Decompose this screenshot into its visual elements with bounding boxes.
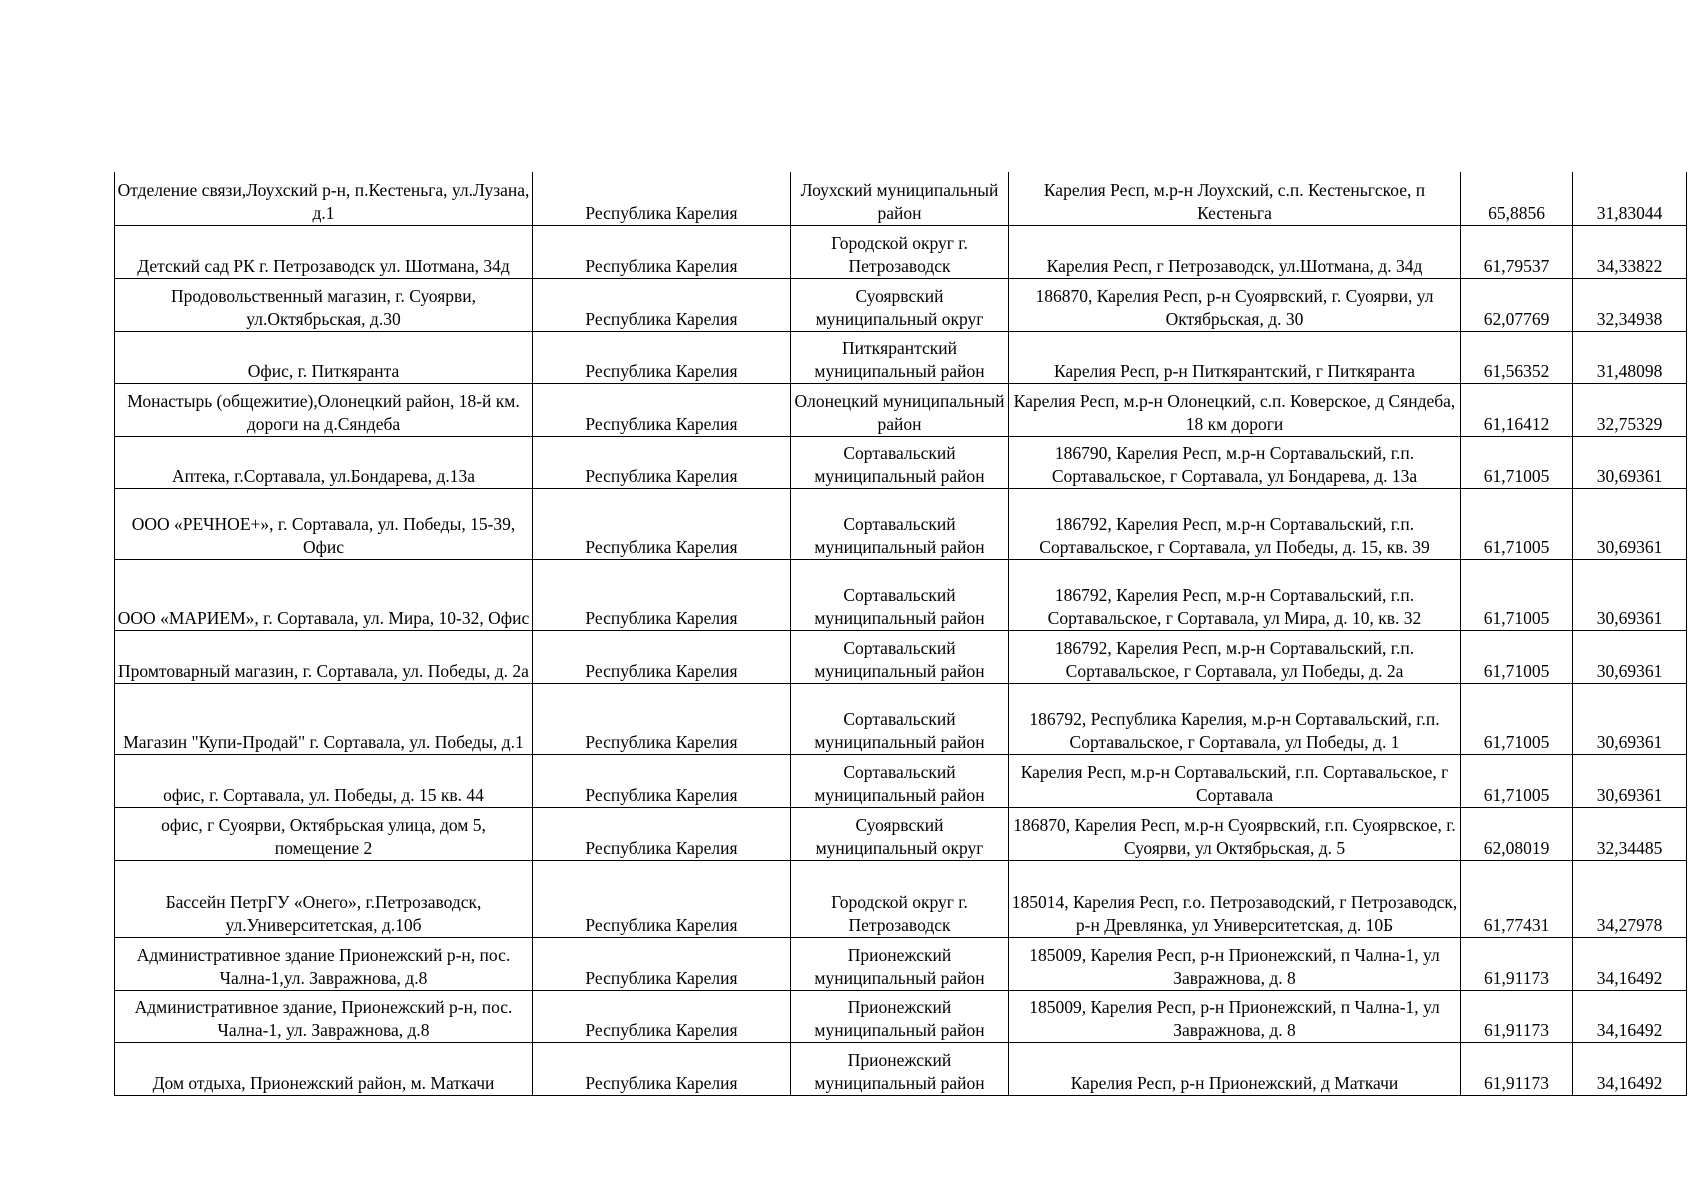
cell-region: Республика Карелия bbox=[533, 990, 791, 1042]
cell-object-name: Детский сад РК г. Петрозаводск ул. Шотмана, 34д bbox=[115, 225, 533, 278]
cell-longitude: 34,16492 bbox=[1573, 990, 1687, 1042]
cell-object-name: ООО «МАРИЕМ», г. Сортавала, ул. Мира, 10-32, Офис bbox=[115, 559, 533, 630]
cell-object-name: Продовольственный магазин, г. Суоярви, ул.Октябрьская, д.30 bbox=[115, 278, 533, 331]
table-row bbox=[115, 683, 1687, 754]
cell-district: Сортавальский муниципальный район bbox=[791, 683, 1009, 754]
cell-address: 186792, Республика Карелия, м.р-н Сортавальский, г.п. Сортавальское, г Сортавала, ул Победы, д. 1 bbox=[1009, 683, 1461, 754]
cell-address: 186790, Карелия Респ, м.р-н Сортавальский, г.п. Сортавальское, г Сортавала, ул Бондарева, д. 13а bbox=[1009, 436, 1461, 488]
cell-region: Республика Карелия bbox=[533, 807, 791, 860]
cell-object-name: Дом отдыха, Прионежский район, м. Маткачи bbox=[115, 1042, 533, 1095]
cell-region: Республика Карелия bbox=[533, 860, 791, 937]
cell-district: Суоярвский муниципальный округ bbox=[791, 278, 1009, 331]
table-row bbox=[115, 1042, 1687, 1095]
cell-longitude: 32,34938 bbox=[1573, 278, 1687, 331]
cell-district: Сортавальский муниципальный район bbox=[791, 754, 1009, 807]
table-row bbox=[115, 630, 1687, 683]
cell-longitude: 34,16492 bbox=[1573, 937, 1687, 990]
cell-district: Сортавальский муниципальный район bbox=[791, 559, 1009, 630]
cell-object-name: офис, г. Сортавала, ул. Победы, д. 15 кв. 44 bbox=[115, 754, 533, 807]
cell-longitude: 34,27978 bbox=[1573, 860, 1687, 937]
table-row bbox=[115, 990, 1687, 1042]
cell-address: Карелия Респ, г Петрозаводск, ул.Шотмана, д. 34д bbox=[1009, 225, 1461, 278]
cell-object-name: Монастырь (общежитие),Олонецкий район, 18-й км. дороги на д.Сяндеба bbox=[115, 383, 533, 436]
cell-latitude: 61,16412 bbox=[1461, 383, 1573, 436]
cell-address: 185009, Карелия Респ, р-н Прионежский, п Чална-1, ул Завражнова, д. 8 bbox=[1009, 937, 1461, 990]
cell-longitude: 30,69361 bbox=[1573, 488, 1687, 559]
table-row bbox=[115, 860, 1687, 937]
cell-address: 186792, Карелия Респ, м.р-н Сортавальский, г.п. Сортавальское, г Сортавала, ул Победы, д. 15, кв. 39 bbox=[1009, 488, 1461, 559]
table-row bbox=[115, 225, 1687, 278]
cell-longitude: 31,48098 bbox=[1573, 331, 1687, 383]
cell-region: Республика Карелия bbox=[533, 383, 791, 436]
cell-region: Республика Карелия bbox=[533, 278, 791, 331]
table-row bbox=[115, 278, 1687, 331]
cell-object-name: Административное здание Прионежский р-н, пос. Чална-1,ул. Завражнова, д.8 bbox=[115, 937, 533, 990]
cell-longitude: 30,69361 bbox=[1573, 559, 1687, 630]
cell-longitude: 34,33822 bbox=[1573, 225, 1687, 278]
cell-region: Республика Карелия bbox=[533, 683, 791, 754]
table-row bbox=[115, 559, 1687, 630]
cell-district: Городской округ г. Петрозаводск bbox=[791, 225, 1009, 278]
cell-object-name: Магазин "Купи-Продай" г. Сортавала, ул. Победы, д.1 bbox=[115, 683, 533, 754]
cell-address: Карелия Респ, м.р-н Олонецкий, с.п. Коверское, д Сяндеба, 18 км дороги bbox=[1009, 383, 1461, 436]
cell-address: Карелия Респ, м.р-н Сортавальский, г.п. Сортавальское, г Сортавала bbox=[1009, 754, 1461, 807]
table-row bbox=[115, 172, 1687, 225]
cell-latitude: 61,71005 bbox=[1461, 683, 1573, 754]
cell-district: Городской округ г. Петрозаводск bbox=[791, 860, 1009, 937]
table-row bbox=[115, 754, 1687, 807]
cell-address: 185014, Карелия Респ, г.о. Петрозаводский, г Петрозаводск, р-н Древлянка, ул Университетская, д. 10Б bbox=[1009, 860, 1461, 937]
cell-district: Сортавальский муниципальный район bbox=[791, 436, 1009, 488]
cell-object-name: Бассейн ПетрГУ «Онего», г.Петрозаводск, ул.Университетская, д.10б bbox=[115, 860, 533, 937]
cell-latitude: 61,71005 bbox=[1461, 754, 1573, 807]
cell-latitude: 65,8856 bbox=[1461, 172, 1573, 225]
cell-region: Республика Карелия bbox=[533, 172, 791, 225]
table-row bbox=[115, 331, 1687, 383]
cell-district: Прионежский муниципальный район bbox=[791, 1042, 1009, 1095]
cell-address: Карелия Респ, р-н Питкярантский, г Питкяранта bbox=[1009, 331, 1461, 383]
cell-district: Сортавальский муниципальный район bbox=[791, 630, 1009, 683]
table-row bbox=[115, 937, 1687, 990]
cell-object-name: Административное здание, Прионежский р-н, пос. Чална-1, ул. Завражнова, д.8 bbox=[115, 990, 533, 1042]
cell-latitude: 61,77431 bbox=[1461, 860, 1573, 937]
cell-district: Прионежский муниципальный район bbox=[791, 990, 1009, 1042]
cell-address: Карелия Респ, р-н Прионежский, д Маткачи bbox=[1009, 1042, 1461, 1095]
address-table bbox=[114, 172, 1687, 1096]
cell-region: Республика Карелия bbox=[533, 436, 791, 488]
cell-address: Карелия Респ, м.р-н Лоухский, с.п. Кестеньгское, п Кестеньга bbox=[1009, 172, 1461, 225]
cell-longitude: 32,75329 bbox=[1573, 383, 1687, 436]
cell-longitude: 30,69361 bbox=[1573, 754, 1687, 807]
cell-region: Республика Карелия bbox=[533, 331, 791, 383]
cell-district: Сортавальский муниципальный район bbox=[791, 488, 1009, 559]
cell-object-name: офис, г Суоярви, Октябрьская улица, дом 5, помещение 2 bbox=[115, 807, 533, 860]
cell-region: Республика Карелия bbox=[533, 488, 791, 559]
cell-district: Питкярантский муниципальный район bbox=[791, 331, 1009, 383]
cell-address: 185009, Карелия Респ, р-н Прионежский, п Чална-1, ул Завражнова, д. 8 bbox=[1009, 990, 1461, 1042]
cell-latitude: 61,91173 bbox=[1461, 1042, 1573, 1095]
cell-object-name: Отделение связи,Лоухский р-н, п.Кестеньга, ул.Лузана, д.1 bbox=[115, 172, 533, 225]
cell-latitude: 61,71005 bbox=[1461, 436, 1573, 488]
cell-longitude: 31,83044 bbox=[1573, 172, 1687, 225]
table-row bbox=[115, 488, 1687, 559]
cell-address: 186870, Карелия Респ, р-н Суоярвский, г. Суоярви, ул Октябрьская, д. 30 bbox=[1009, 278, 1461, 331]
table-row bbox=[115, 436, 1687, 488]
cell-address: 186792, Карелия Респ, м.р-н Сортавальский, г.п. Сортавальское, г Сортавала, ул Мира, д. 10, кв. 32 bbox=[1009, 559, 1461, 630]
cell-district: Лоухский муниципальный район bbox=[791, 172, 1009, 225]
cell-latitude: 62,07769 bbox=[1461, 278, 1573, 331]
cell-address: 186870, Карелия Респ, м.р-н Суоярвский, г.п. Суоярвское, г. Суоярви, ул Октябрьская, д. 5 bbox=[1009, 807, 1461, 860]
cell-longitude: 32,34485 bbox=[1573, 807, 1687, 860]
cell-region: Республика Карелия bbox=[533, 754, 791, 807]
cell-latitude: 61,91173 bbox=[1461, 990, 1573, 1042]
cell-district: Прионежский муниципальный район bbox=[791, 937, 1009, 990]
cell-latitude: 61,71005 bbox=[1461, 630, 1573, 683]
cell-district: Суоярвский муниципальный округ bbox=[791, 807, 1009, 860]
cell-object-name: Промтоварный магазин, г. Сортавала, ул. Победы, д. 2а bbox=[115, 630, 533, 683]
table-row bbox=[115, 383, 1687, 436]
cell-region: Республика Карелия bbox=[533, 937, 791, 990]
cell-object-name: Аптека, г.Сортавала, ул.Бондарева, д.13а bbox=[115, 436, 533, 488]
cell-longitude: 34,16492 bbox=[1573, 1042, 1687, 1095]
cell-longitude: 30,69361 bbox=[1573, 630, 1687, 683]
cell-latitude: 62,08019 bbox=[1461, 807, 1573, 860]
cell-object-name: Офис, г. Питкяранта bbox=[115, 331, 533, 383]
cell-latitude: 61,79537 bbox=[1461, 225, 1573, 278]
cell-region: Республика Карелия bbox=[533, 630, 791, 683]
table-row bbox=[115, 807, 1687, 860]
cell-region: Республика Карелия bbox=[533, 225, 791, 278]
cell-latitude: 61,71005 bbox=[1461, 488, 1573, 559]
cell-latitude: 61,71005 bbox=[1461, 559, 1573, 630]
address-table-body bbox=[115, 172, 1687, 1095]
cell-region: Республика Карелия bbox=[533, 1042, 791, 1095]
cell-district: Олонецкий муниципальный район bbox=[791, 383, 1009, 436]
cell-address: 186792, Карелия Респ, м.р-н Сортавальский, г.п. Сортавальское, г Сортавала, ул Победы, д. 2а bbox=[1009, 630, 1461, 683]
cell-latitude: 61,91173 bbox=[1461, 937, 1573, 990]
cell-longitude: 30,69361 bbox=[1573, 436, 1687, 488]
cell-object-name: ООО «РЕЧНОЕ+», г. Сортавала, ул. Победы, 15-39, Офис bbox=[115, 488, 533, 559]
cell-region: Республика Карелия bbox=[533, 559, 791, 630]
cell-longitude: 30,69361 bbox=[1573, 683, 1687, 754]
cell-latitude: 61,56352 bbox=[1461, 331, 1573, 383]
